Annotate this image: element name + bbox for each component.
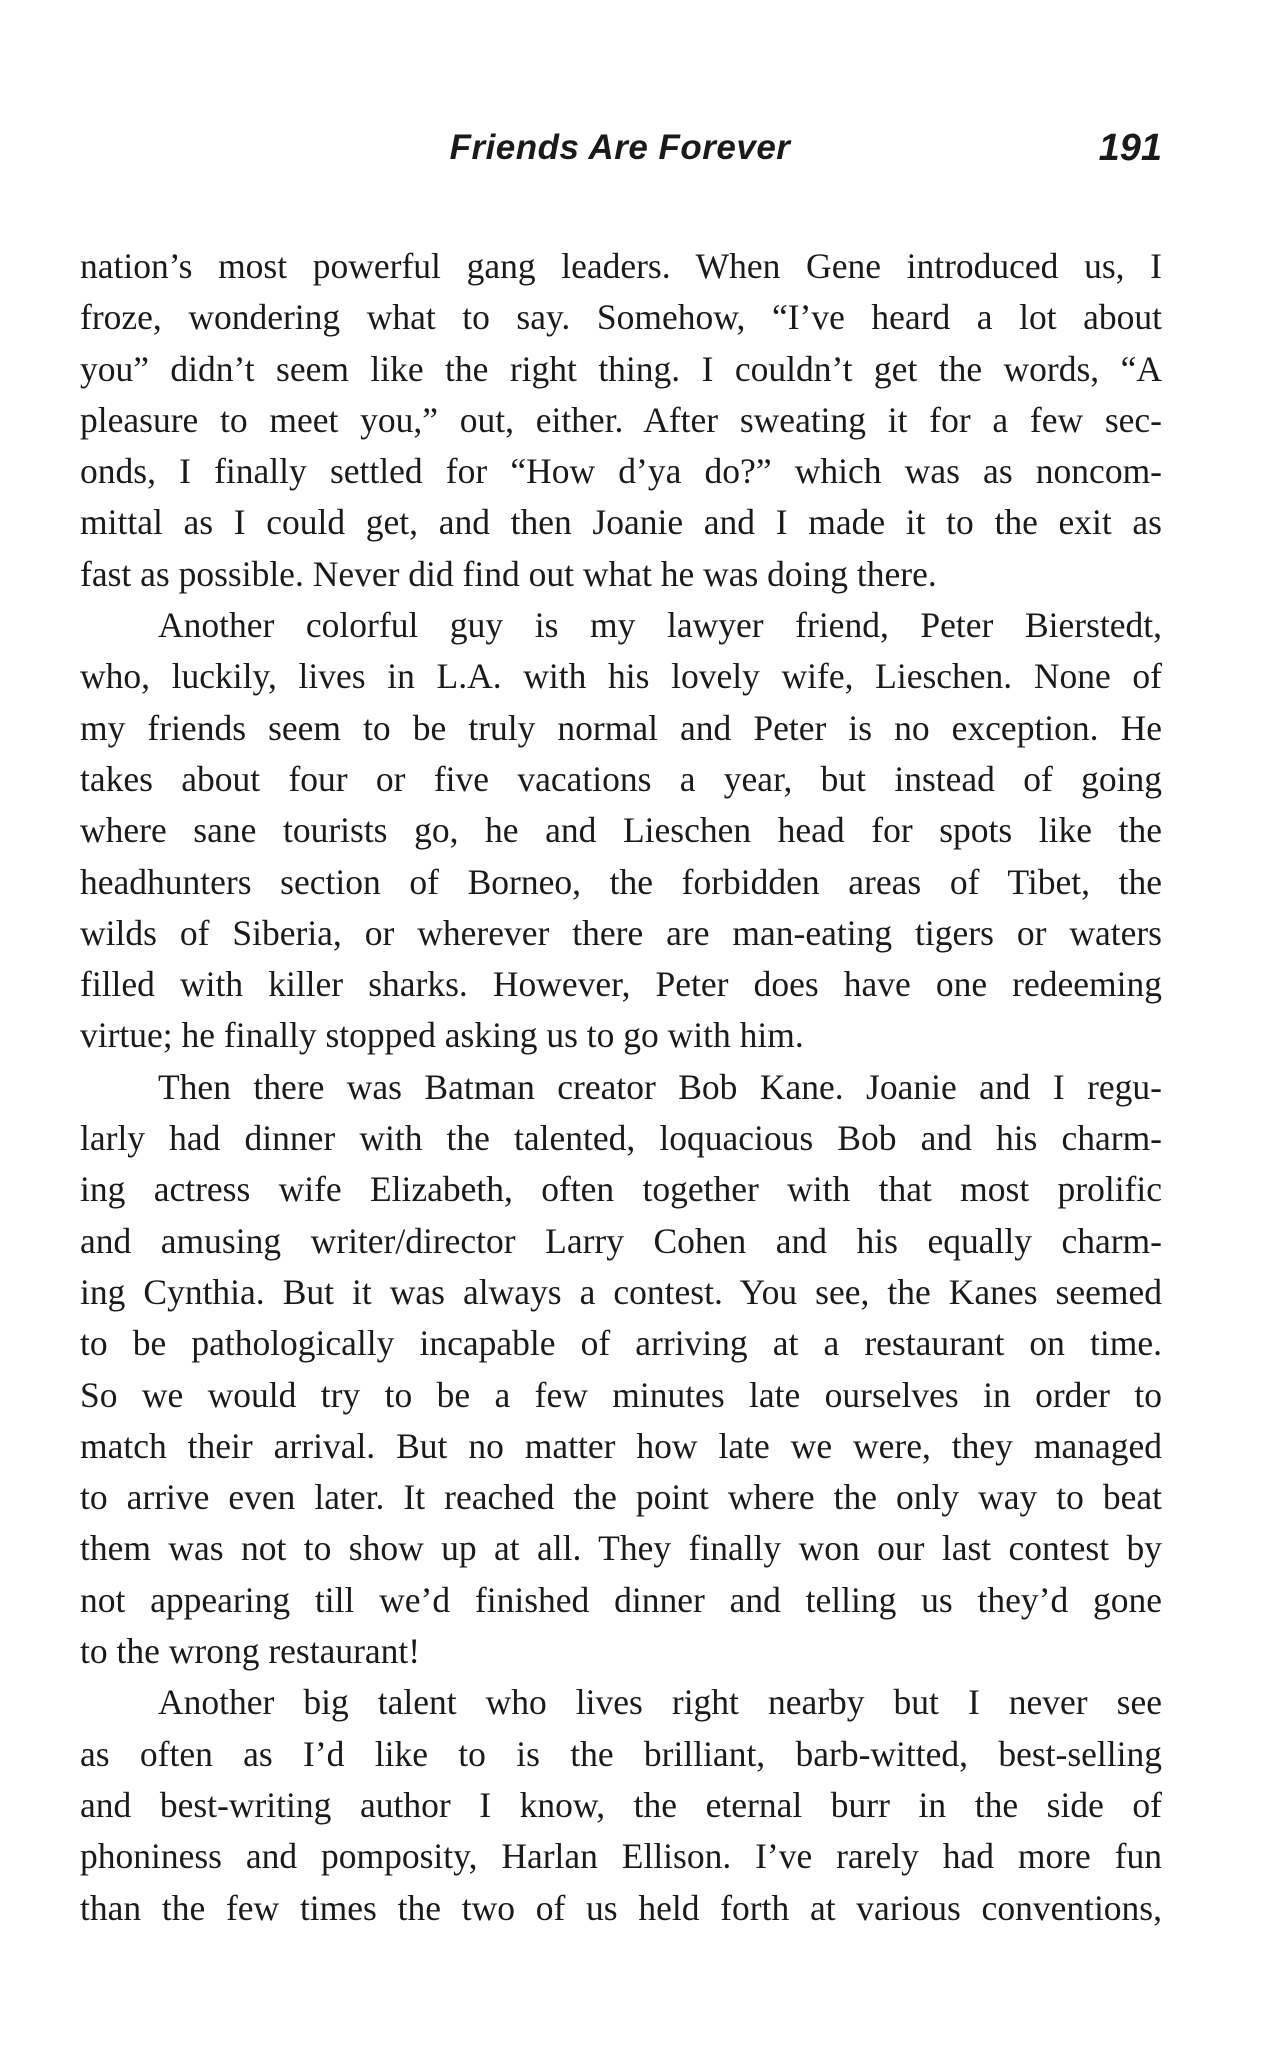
text-line: than the few times the two of us held forth at various conventions, xyxy=(80,1887,1162,1928)
page-number: 191 xyxy=(1098,127,1162,169)
paragraph-1 xyxy=(80,241,1162,600)
text-line: mittal as I could get, and then Joanie and I made it to the exit as xyxy=(80,502,1162,543)
text-line: Another big talent who lives right nearby but I never see xyxy=(158,1682,1162,1723)
chapter-title: Friends Are Forever xyxy=(449,128,791,167)
text-line: headhunters section of Borneo, the forbidden areas of Tibet, the xyxy=(80,861,1162,902)
paragraph-3 xyxy=(80,1062,1162,1678)
text-line: and best-writing author I know, the eternal burr in the side of xyxy=(80,1784,1162,1825)
text-line: fast as possible. Never did find out what he was doing there. xyxy=(80,553,937,594)
text-line: match their arrival. But no matter how late we were, they managed xyxy=(80,1425,1162,1466)
text-line: where sane tourists go, he and Lieschen head for spots like the xyxy=(80,810,1162,851)
text-line: froze, wondering what to say. Somehow, “I’ve heard a lot about xyxy=(80,297,1162,338)
body-text xyxy=(80,241,1162,1934)
text-line: to be pathologically incapable of arriving at a restaurant on time. xyxy=(80,1323,1162,1364)
text-line: as often as I’d like to is the brilliant, barb-witted, best-selling xyxy=(80,1733,1162,1774)
paragraph-4 xyxy=(80,1677,1162,1933)
text-line: So we would try to be a few minutes late ourselves in order to xyxy=(80,1374,1162,1415)
text-line: pleasure to meet you,” out, either. After sweating it for a few sec- xyxy=(80,399,1162,440)
text-line: to arrive even later. It reached the point where the only way to beat xyxy=(80,1477,1162,1518)
text-line: larly had dinner with the talented, loquacious Bob and his charm- xyxy=(80,1118,1162,1159)
text-line: nation’s most powerful gang leaders. When Gene introduced us, I xyxy=(80,246,1162,286)
text-line: to the wrong restaurant! xyxy=(80,1631,421,1672)
running-head xyxy=(78,118,1162,178)
text-line: my friends seem to be truly normal and Peter is no exception. He xyxy=(80,707,1162,748)
text-line: who, luckily, lives in L.A. with his lovely wife, Lieschen. None of xyxy=(80,656,1162,697)
text-line: filled with killer sharks. However, Peter does have one redeeming xyxy=(80,964,1162,1005)
text-line: them was not to show up at all. They finally won our last contest by xyxy=(80,1528,1162,1569)
text-line: virtue; he finally stopped asking us to go with him. xyxy=(80,1015,804,1056)
text-line: not appearing till we’d finished dinner and telling us they’d gone xyxy=(80,1579,1162,1620)
text-line: ing actress wife Elizabeth, often together with that most prolific xyxy=(80,1169,1162,1210)
text-line: and amusing writer/director Larry Cohen and his equally charm- xyxy=(80,1220,1162,1261)
text-line: ing Cynthia. But it was always a contest. You see, the Kanes seemed xyxy=(80,1271,1162,1312)
paragraph-2 xyxy=(80,600,1162,1062)
text-line: wilds of Siberia, or wherever there are man-eating tigers or waters xyxy=(80,912,1162,953)
text-line: phoniness and pomposity, Harlan Ellison. I’ve rarely had more fun xyxy=(80,1836,1162,1877)
text-line: onds, I finally settled for “How d’ya do?” which was as noncom- xyxy=(80,451,1162,492)
text-line: takes about four or five vacations a year, but instead of going xyxy=(80,758,1162,799)
text-line: you” didn’t seem like the right thing. I couldn’t get the words, “A xyxy=(80,348,1162,389)
text-line: Then there was Batman creator Bob Kane. Joanie and I regu- xyxy=(158,1066,1162,1107)
text-line: Another colorful guy is my lawyer friend, Peter Bierstedt, xyxy=(158,605,1162,646)
